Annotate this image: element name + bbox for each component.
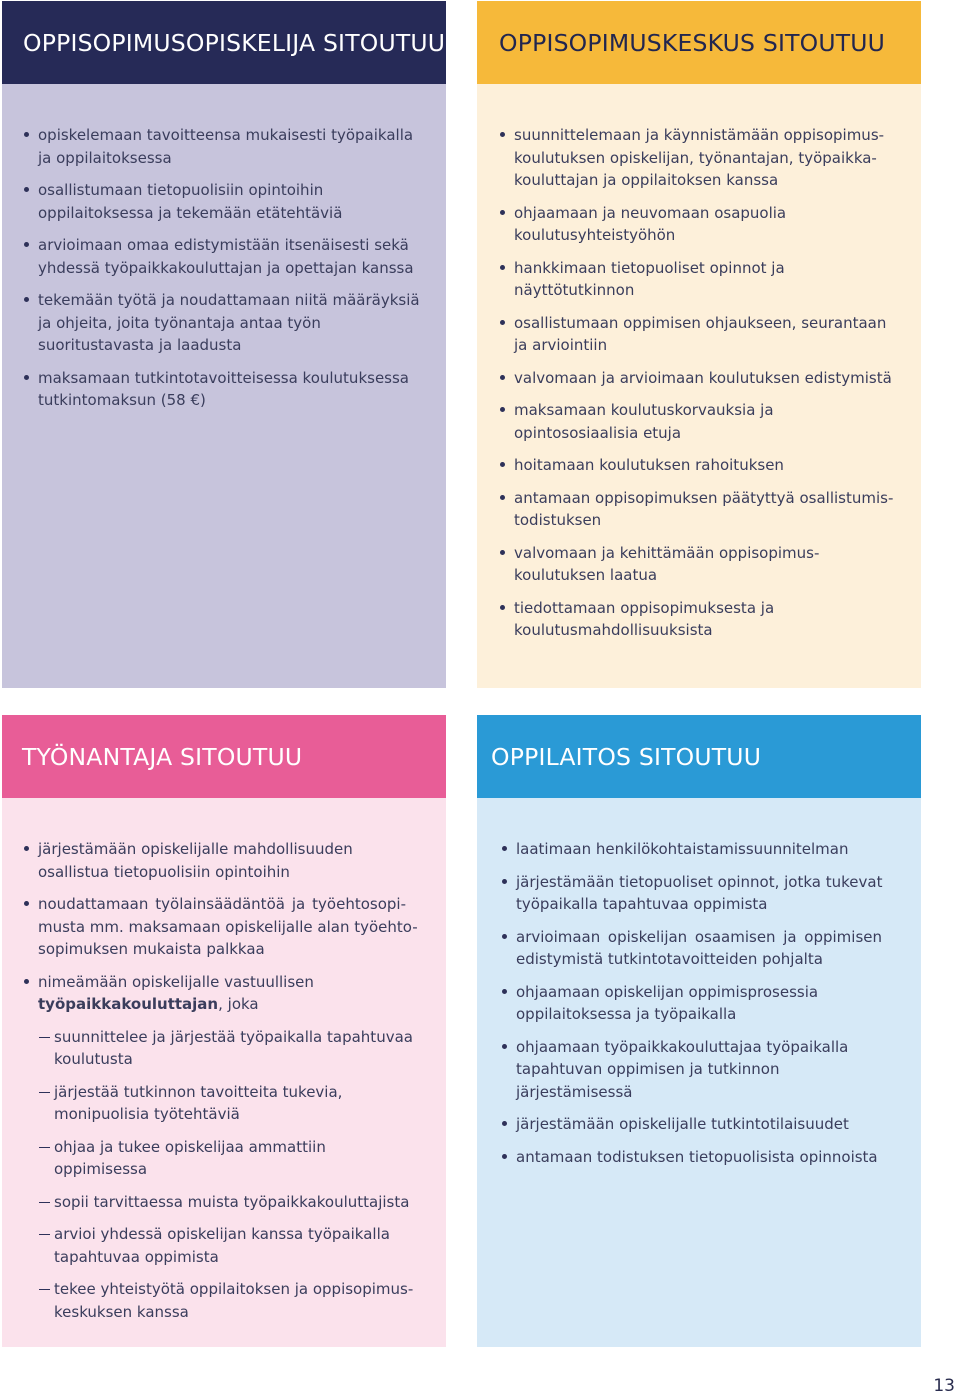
panel-oppisopimuskeskus [477,1,921,688]
panel-header [477,715,921,798]
list-item: hoitamaan koulutuksen rahoituksen [514,454,886,477]
list-item: osallistumaan oppimisen ohjaukseen, seurantaan ja arviointiin [514,312,886,357]
page-number: 13 [933,1376,955,1396]
commitment-list [516,838,882,1178]
panel-header [477,1,921,84]
panel-title: OPPISOPIMUSKESKUS SITOUTUU [499,28,886,57]
commitment-list [38,838,418,1333]
list-item: järjestämään opiskelijalle tutkintotilaisuudet [516,1113,882,1136]
sub-list-item: suunnittelee ja järjestää työpaikalla tapahtuvaa koulutusta [40,1026,406,1071]
list-item: valvomaan ja kehittämään oppisopimus- koulutuksen laatua [514,542,886,587]
list-item: maksamaan koulutuskorvauksia ja opintososiaalisia etuja [514,399,886,444]
sub-list-item: järjestää tutkinnon tavoitteita tukevia, monipuolisia työtehtäviä [40,1081,406,1126]
panel-body [2,84,446,688]
list-item: ohjaamaan työpaikkakouluttajaa työpaikalla tapahtuvan oppimisen ja tutkinnon järjestämisessä [516,1036,882,1104]
commitment-list [38,124,420,422]
panel-title: TYÖNANTAJA SITOUTUU [22,742,303,771]
list-item: suunnittelemaan ja käynnistämään oppisopimus- koulutuksen opiskelijan, työnantajan, työpaikka- kouluttajan ja oppilaitoksen kanssa [514,124,886,192]
list-item: tiedottamaan oppisopimuksesta ja koulutusmahdollisuuksista [514,597,886,642]
panel-oppilaitos [477,715,921,1347]
list-item: antamaan oppisopimuksen päätyttyä osallistumis- todistuksen [514,487,886,532]
emphasis-text: työpaikkakouluttajan [38,995,219,1013]
panel-header [2,1,446,84]
list-item: ohjaamaan ja neuvomaan osapuolia koulutusyhteistyöhön [514,202,886,247]
list-item: maksamaan tutkintotavoitteisessa koulutuksessa tutkintomaksun (58 €) [38,367,410,412]
list-item: hankkimaan tietopuoliset opinnot ja näyttötutkinnon [514,257,886,302]
list-item: nimeämään opiskelijalle vastuullisen työpaikkakouluttajan, joka [38,971,406,1016]
panel-body [477,798,921,1347]
list-item: ohjaamaan opiskelijan oppimisprosessia oppilaitoksessa ja työpaikalla [516,981,882,1026]
list-item: osallistumaan tietopuolisiin opintoihin oppilaitoksessa ja tekemään etätehtäviä [38,179,410,224]
panel-header [2,715,446,798]
list-item: valvomaan ja arvioimaan koulutuksen edistymistä [514,367,886,390]
commitment-list [514,124,894,652]
list-item: noudattamaan työlainsäädäntöä ja työehtosopi- musta mm. maksamaan opiskelijalle alan työehto- sopimuksen mukaista palkkaa [38,893,406,961]
sub-list-item: ohjaa ja tukee opiskelijaa ammattiin oppimisessa [40,1136,406,1181]
list-item: järjestämään opiskelijalle mahdollisuuden osallistua tietopuolisiin opintoihin [38,838,406,883]
panel-body [2,798,446,1347]
panel-tyonantaja [2,715,446,1347]
panel-title: OPPILAITOS SITOUTUU [491,742,762,771]
sub-list-item: arvioi yhdessä opiskelijan kanssa työpaikalla tapahtuvaa oppimista [40,1223,406,1268]
list-item: arvioimaan opiskelijan osaamisen ja oppimisen edistymistä tutkintotavoitteiden pohjalta [516,926,882,971]
list-item: arvioimaan omaa edistymistään itsenäisesti sekä yhdessä työpaikkakouluttajan ja opettajan kanssa [38,234,410,279]
panel-title: OPPISOPIMUSOPISKELIJA SITOUTUU [23,28,446,57]
list-item: opiskelemaan tavoitteensa mukaisesti työpaikalla ja oppilaitoksessa [38,124,410,169]
list-item: antamaan todistuksen tietopuolisista opinnoista [516,1146,882,1169]
sub-list-item: tekee yhteistyötä oppilaitoksen ja oppisopimus- keskuksen kanssa [40,1278,406,1323]
list-item: laatimaan henkilökohtaistamissuunnitelman [516,838,882,861]
list-item: tekemään työtä ja noudattamaan niitä määräyksiä ja ohjeita, joita työnantaja antaa työn suoritustavasta ja laadusta [38,289,410,357]
list-item: järjestämään tietopuoliset opinnot, jotka tukevat työpaikalla tapahtuvaa oppimista [516,871,882,916]
panel-opiskelija [2,1,446,688]
panel-body [477,84,921,688]
sub-list-item: sopii tarvittaessa muista työpaikkakouluttajista [40,1191,406,1214]
